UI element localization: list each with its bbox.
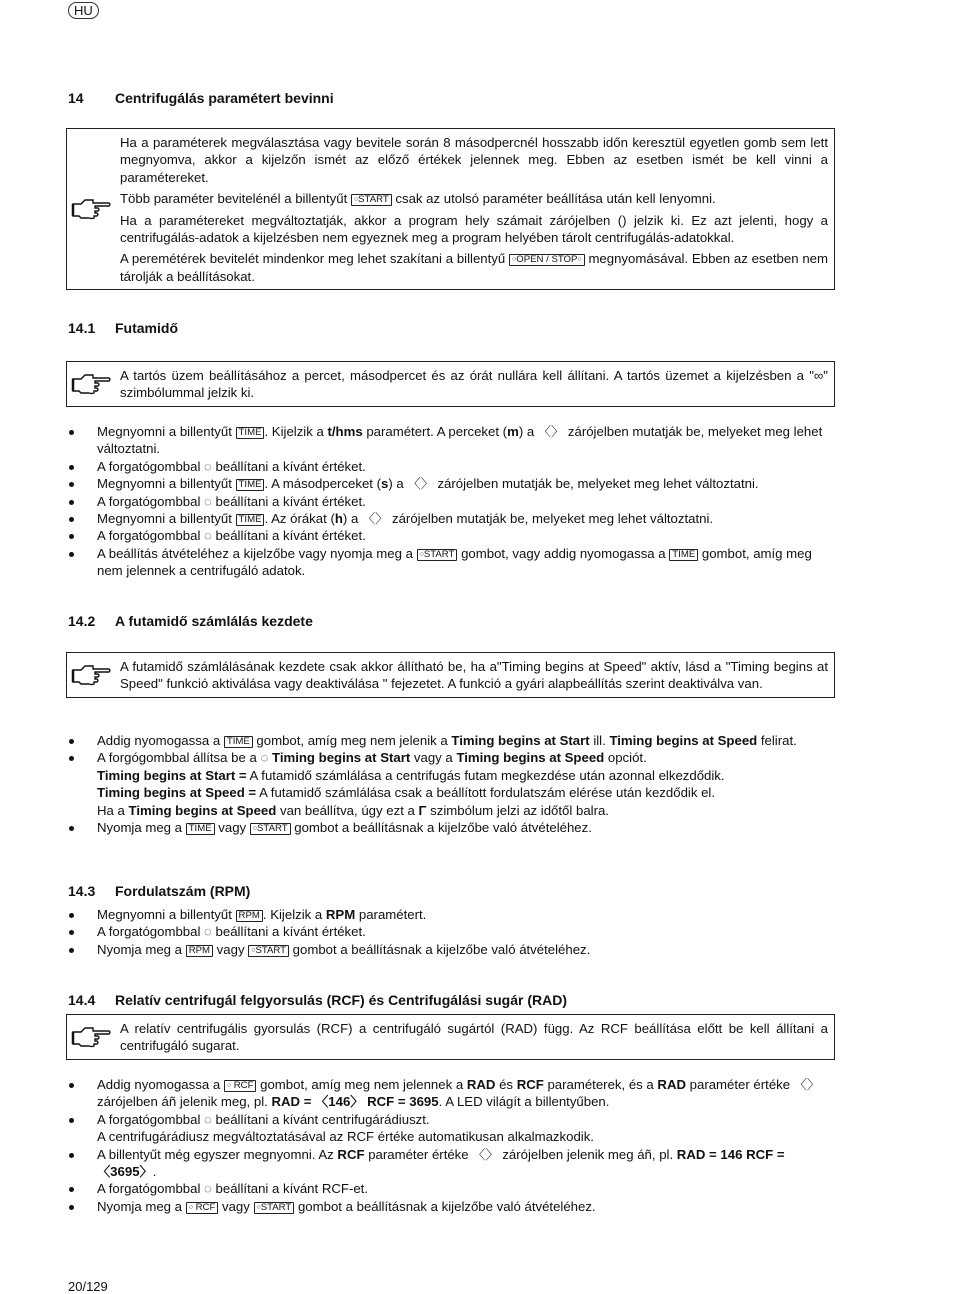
note-paragraph: A futamidő számlálásának kezdete csak akkor állítható be, ha a"Timing begins at Speed" aktív, lásd a "Timing begins at Speed" funkció aktiválása vagy deaktiválása " fejezetet. A funkció a gyári alapbeállítás szerint deaktiválva van. [120, 659, 828, 692]
list-item: Megnyomni a billentyűt RPM . Kijelzik a RPM paramétert. [66, 906, 836, 923]
section-title: Centrifugálás paramétert bevinni [115, 90, 334, 106]
instruction-list-rcf [66, 1076, 836, 1215]
list-item: A forgatógombbal ◌ beállítani a kívánt értéket. [66, 493, 836, 510]
section-heading-14-2: 14.2 A futamidő számlálás kezdete [68, 613, 313, 629]
note-paragraph: A tartós üzem beállításához a percet, másodpercet és az órát nullára kell állítani. A tartós üzemet a kijelzésben a "∞" szimbólummal jelzik ki. [120, 368, 828, 401]
start-key-icon: ○START [248, 945, 289, 957]
list-item: Nyomja meg a RPM vagy ○START gombot a beállításnak a kijelzőbe való átvételéhez. [66, 941, 836, 958]
list-item: Megnyomni a billentyűt TIME . A másodperceket (s) a 〈〉 zárójelben mutatják be, melyeket meg lehet változtatni. [66, 475, 836, 492]
list-item: A forgatógombbal ◌ beállítani a kívánt RCF-et. [66, 1180, 836, 1197]
list-item: A billentyűt még egyszer megnyomni. Az RCF paraméter értéke 〈〉 zárójelben jelenik meg áñ, pl. RAD = 146 RCF = 〈3695〉. [66, 1146, 836, 1181]
rpm-key-icon: RPM [236, 910, 263, 922]
section-heading-14-4: 14.4 Relatív centrifugál felgyorsulás (RCF) és Centrifugálási sugár (RAD) [68, 992, 567, 1008]
time-key-icon: TIME [186, 823, 215, 835]
start-key-icon: ○START [351, 194, 392, 206]
pointing-hand-icon [71, 1026, 111, 1048]
rcf-key-icon: ○ RCF [186, 1202, 219, 1214]
note-box-continuous-run [66, 361, 835, 407]
note-paragraph: A peremétérek bevitelét mindenkor meg lehet szakítani a billentyű ○OPEN / STOP○ megnyomásával. Ebben az esetben nem tárolják a beállításokat. [120, 251, 828, 284]
list-continuation: Ha a Timing begins at Speed van beállítva, úgy ezt a Γ szimbólum jelzi az időtől balra. [97, 802, 609, 818]
instruction-list-rpm [66, 906, 836, 958]
section-number: 14 [68, 90, 84, 106]
pointing-hand-icon [71, 373, 111, 395]
note-box-rcf [66, 1014, 835, 1060]
time-key-icon: TIME [224, 736, 253, 748]
note-paragraph: Ha a paraméterek megválasztása vagy bevitele során 8 másodpercnél hosszabb időn keresztül egyetlen gomb sem lett megnyomva, akkor a kijelzőn ismét az előző értékek jelennek meg. Ebben az esetben ismét be kell vinni a paramétereket. [120, 135, 828, 185]
section-heading-14-1: 14.1 Futamidő [68, 320, 178, 336]
rpm-key-icon: RPM [186, 945, 213, 957]
list-item: A forgógombbal állítsa be a ◌ Timing begins at Start vagy a Timing begins at Speed opciót. [66, 749, 836, 766]
list-item: Megnyomni a billentyűt TIME . Kijelzik a t/hms paramétert. A perceket (m) a 〈〉 zárójelben mutatják be, melyeket meg lehet változtatni. [66, 423, 836, 458]
list-item: A beállítás átvételéhez a kijelzőbe vagy nyomja meg a ○START gombot, vagy addig nyomogassa a TIME gombot, amíg meg nem jelennek a centrifugáló adatok. [66, 545, 836, 580]
start-key-icon: ○START [250, 823, 291, 835]
list-item: Nyomja meg a ○ RCF vagy ○START gombot a beállításnak a kijelzőbe való átvételéhez. [66, 1198, 836, 1215]
start-key-icon: ○START [254, 1202, 295, 1214]
pointing-hand-icon [71, 664, 111, 686]
start-key-icon: ○START [417, 549, 458, 561]
list-item: Nyomja meg a TIME vagy ○START gombot a beállításnak a kijelzőbe való átvételéhez. [66, 819, 836, 836]
open-stop-key-icon: ○OPEN / STOP○ [509, 254, 585, 266]
list-item: Addig nyomogassa a ○ RCF gombot, amíg meg nem jelennek a RAD és RCF paraméterek, és a RAD paraméter értéke 〈〉 zárójelben áñ jelenik meg, pl. RAD = 〈146〉 RCF = 3695. A LED világít a billentyűben. [66, 1076, 836, 1111]
instruction-list-timing [66, 732, 836, 836]
rcf-key-icon: ○ RCF [224, 1080, 257, 1092]
list-continuation: Timing begins at Start = A futamidő számlálása a centrifugás futam megkezdése után azonnal elkezdődik. [97, 767, 725, 783]
section-heading-14-3: 14.3 Fordulatszám (RPM) [68, 883, 251, 899]
note-paragraph: A relatív centrifugális gyorsulás (RCF) a centrifugáló sugártól (RAD) függ. Az RCF beállítása előtt be kell állítani a centrifugáló sugarat. [120, 1021, 828, 1054]
note-paragraph: Ha a paramétereket megváltoztatják, akkor a program hely számait zárójelben () jelzik ki. Ez azt jelenti, hogy a centrifugálás-adatok a kijelzésben nem egyeznek meg a program helyében tárolt centrifugálás-adatokkal. [120, 212, 828, 246]
instruction-list-runtime [66, 423, 836, 580]
language-badge: HU [68, 2, 99, 19]
time-key-icon: TIME [236, 479, 265, 491]
page-number: 20/129 [68, 1279, 108, 1294]
list-item: Megnyomni a billentyűt TIME . Az órákat (h) a 〈〉 zárójelben mutatják be, melyeket meg lehet változtatni. [66, 510, 836, 527]
time-key-icon: TIME [236, 514, 265, 526]
note-paragraph: Több paraméter bevitelénél a billentyűt ○START csak az utolsó paraméter beállítása után kell lenyomni. [120, 191, 716, 207]
list-item: A forgatógombbal ◌ beállítani a kívánt centrifugárádiuszt. [66, 1111, 836, 1128]
time-key-icon: TIME [236, 427, 265, 439]
list-continuation: Timing begins at Speed = A futamidő számlálása csak a beállított fordulatszám elérése után kezdődik el. [97, 785, 716, 801]
list-item: A forgatógombbal ◌ beállítani a kívánt értéket. [66, 923, 836, 940]
note-box-parameters [66, 128, 835, 290]
list-item: A forgatógombbal ◌ beállítani a kívánt értéket. [66, 527, 836, 544]
section-heading-14 [68, 90, 334, 106]
pointing-hand-icon [71, 198, 111, 220]
note-box-timing [66, 652, 835, 698]
list-continuation: A centrifugárádiusz megváltoztatásával az RCF értéke automatikusan alkalmazkodik. [97, 1129, 594, 1145]
time-key-icon: TIME [669, 549, 698, 561]
list-item: Addig nyomogassa a TIME gombot, amíg meg nem jelenik a Timing begins at Start ill. Timing begins at Speed felirat. [66, 732, 836, 749]
list-item: A forgatógombbal ◌ beállítani a kívánt értéket. [66, 458, 836, 475]
